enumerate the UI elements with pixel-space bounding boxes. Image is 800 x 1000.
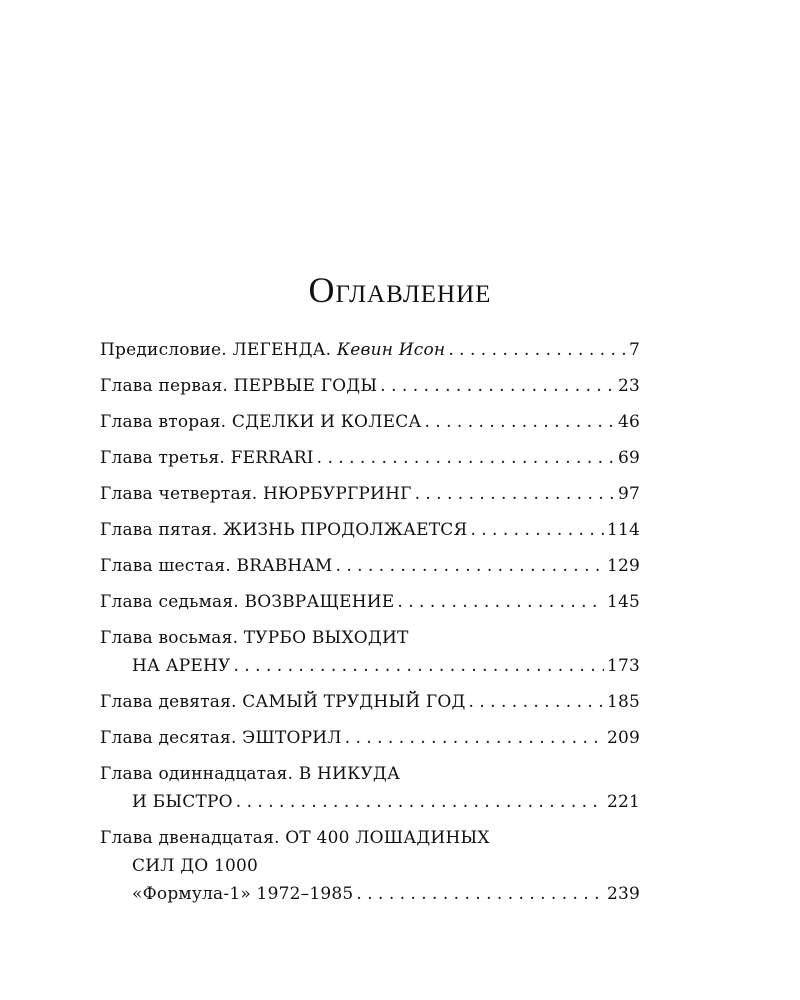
toc-entry-chapter-7 xyxy=(100,588,640,616)
toc-entry-chapter-2 xyxy=(100,408,640,436)
toc-entry-chapter-1 xyxy=(100,372,640,400)
dot-leader xyxy=(234,652,604,680)
dot-leader xyxy=(236,788,604,816)
page-number: 129 xyxy=(606,556,640,576)
page-number: 145 xyxy=(606,592,640,612)
entry-title: Глава четвертая. НЮРБУРГРИНГ xyxy=(100,484,412,504)
entry-title: Глава пятая. ЖИЗНЬ ПРОДОЛЖАЕТСЯ xyxy=(100,520,468,540)
entry-title-continued: НА АРЕНУ xyxy=(132,656,231,676)
toc-entry-chapter-10 xyxy=(100,724,640,752)
dot-leader xyxy=(336,552,604,580)
entry-title: Предисловие. ЛЕГЕНДА. Кевин Исон xyxy=(100,340,446,360)
entry-title-continued: И БЫСТРО xyxy=(132,792,233,812)
entry-title: Глава девятая. САМЫЙ ТРУДНЫЙ ГОД xyxy=(100,692,466,712)
dot-leader xyxy=(397,588,604,616)
entry-title-continued: СИЛ ДО 1000 xyxy=(132,856,259,876)
page-number: 23 xyxy=(617,376,640,396)
page-number: 46 xyxy=(617,412,640,432)
dot-leader xyxy=(448,336,626,364)
entry-title: Глава вторая. СДЕЛКИ И КОЛЕСА xyxy=(100,412,422,432)
page-number: 185 xyxy=(606,692,640,712)
dot-leader xyxy=(380,372,615,400)
toc-entry-chapter-6 xyxy=(100,552,640,580)
toc-entry-chapter-9 xyxy=(100,688,640,716)
toc-entry-chapter-5 xyxy=(100,516,640,544)
toc-entry-chapter-3 xyxy=(100,444,640,472)
entry-title: Глава шестая. BRABHAM xyxy=(100,556,333,576)
page-number: 7 xyxy=(628,340,640,360)
dot-leader xyxy=(470,516,604,544)
table-of-contents xyxy=(100,336,640,916)
toc-entry-preface xyxy=(100,336,640,364)
entry-title: Глава третья. FERRARI xyxy=(100,448,314,468)
page-number: 239 xyxy=(606,884,640,904)
page-number: 97 xyxy=(617,484,640,504)
toc-entry-chapter-4 xyxy=(100,480,640,508)
toc-entry-chapter-8 xyxy=(100,624,640,680)
toc-entry-chapter-12 xyxy=(100,824,640,908)
entry-author: Кевин Исон xyxy=(336,340,446,360)
entry-title: Глава седьмая. ВОЗВРАЩЕНИЕ xyxy=(100,592,395,612)
entry-title: Глава двенадцатая. ОТ 400 ЛОШАДИНЫХ xyxy=(100,828,490,848)
dot-leader xyxy=(469,688,604,716)
dot-leader xyxy=(317,444,615,472)
entry-title: Глава одиннадцатая. В НИКУДА xyxy=(100,764,401,784)
dot-leader xyxy=(356,880,604,908)
page-number: 173 xyxy=(606,656,640,676)
entry-title: Глава первая. ПЕРВЫЕ ГОДЫ xyxy=(100,376,378,396)
entry-subtitle: «Формула-1» 1972–1985 xyxy=(132,884,354,904)
dot-leader xyxy=(345,724,604,752)
page-number: 114 xyxy=(606,520,640,540)
toc-entry-chapter-11 xyxy=(100,760,640,816)
entry-title: Глава восьмая. ТУРБО ВЫХОДИТ xyxy=(100,628,409,648)
page-number: 209 xyxy=(606,728,640,748)
page-number: 69 xyxy=(617,448,640,468)
dot-leader xyxy=(415,480,615,508)
page-number: 221 xyxy=(606,792,640,812)
page-title: Оглавление xyxy=(308,270,492,310)
dot-leader xyxy=(424,408,614,436)
entry-title: Глава десятая. ЭШТОРИЛ xyxy=(100,728,342,748)
